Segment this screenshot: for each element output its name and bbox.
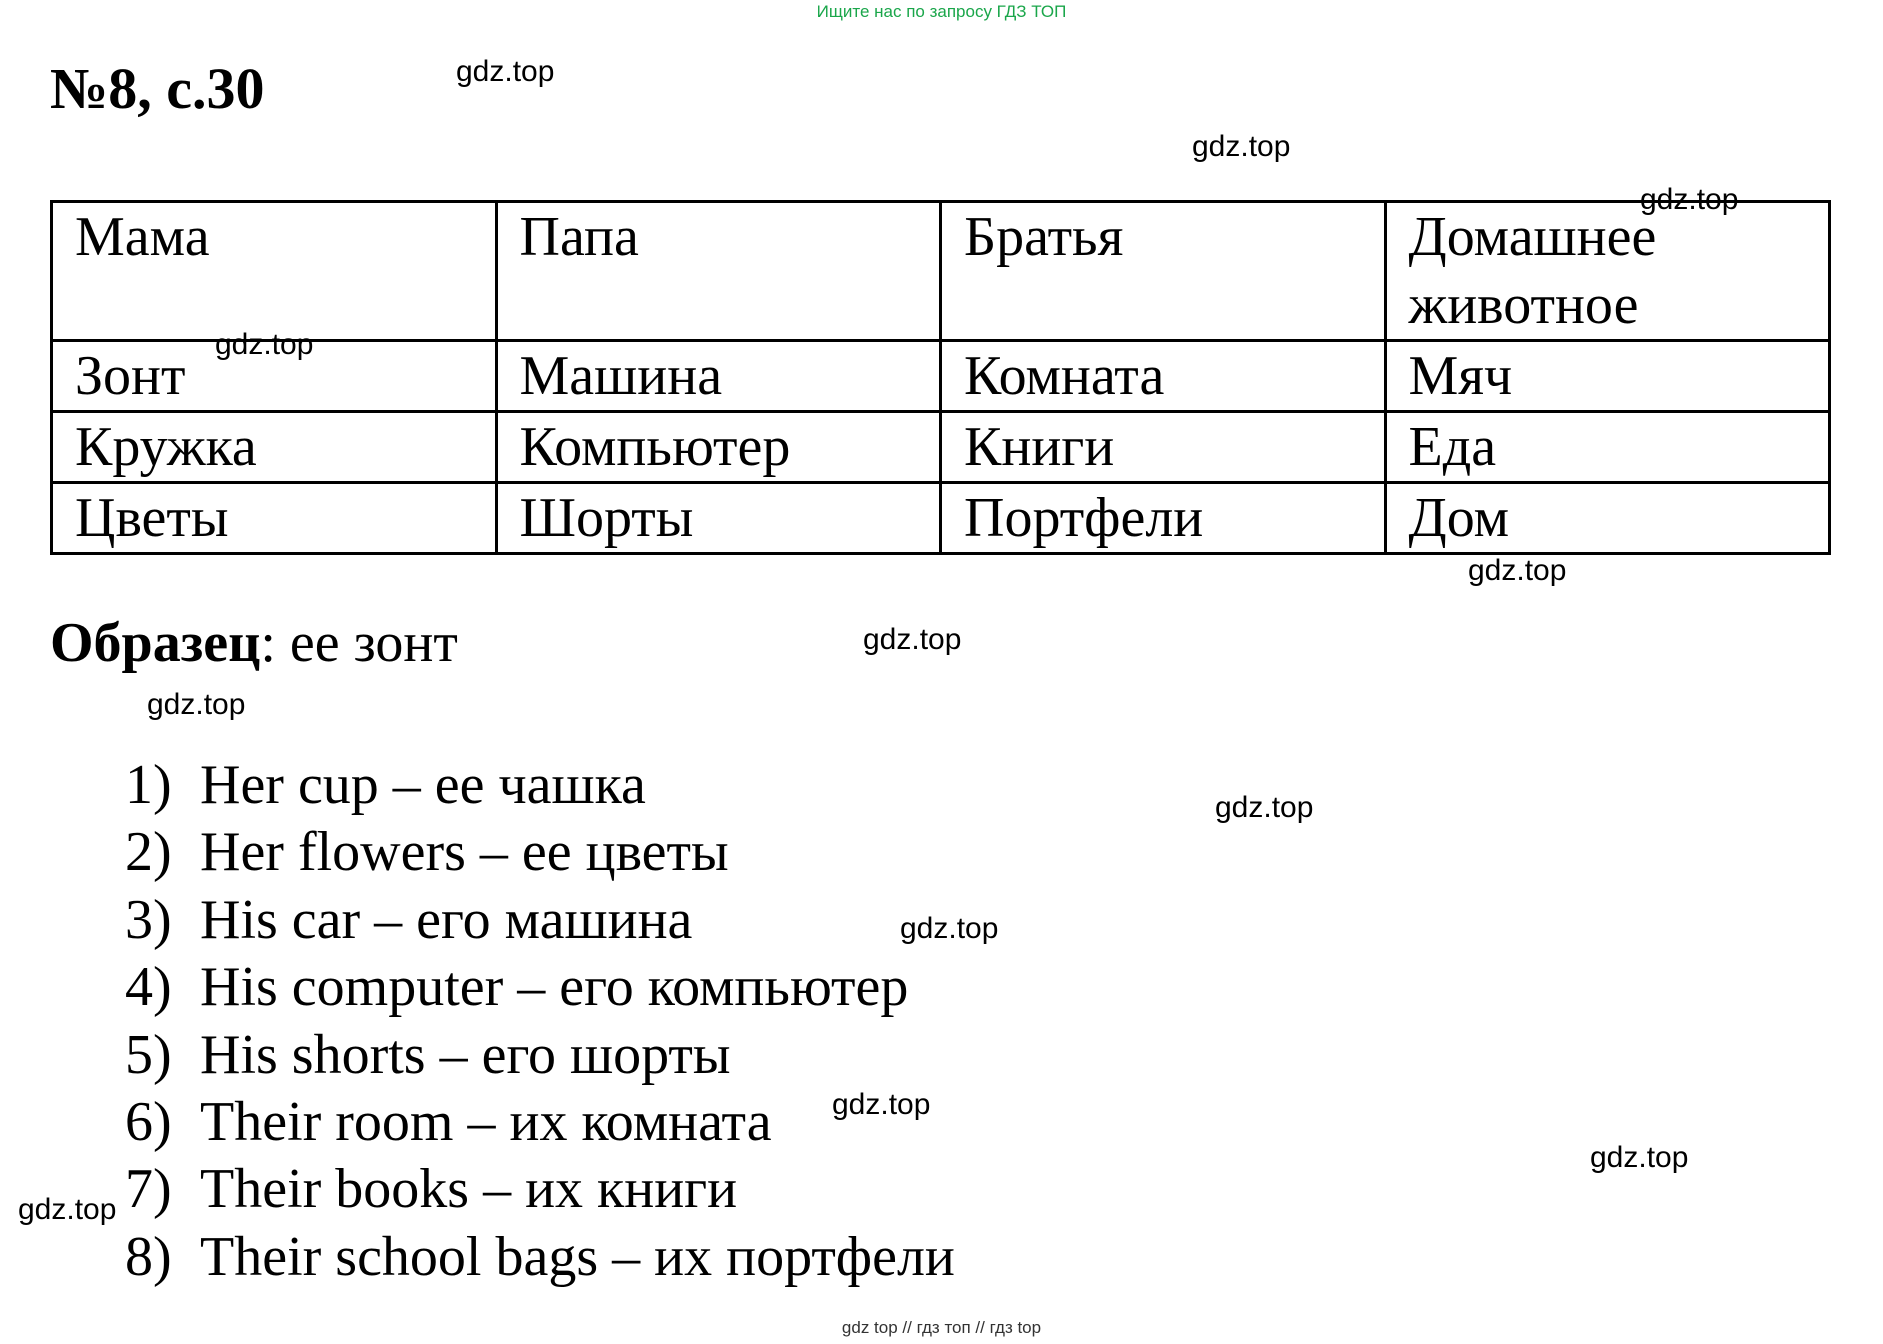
watermark: gdz.top xyxy=(456,55,555,88)
item-text: Their school bags – их портфели xyxy=(200,1225,955,1288)
watermark: gdz.top xyxy=(1640,183,1739,216)
item-text: His shorts – его шорты xyxy=(200,1023,731,1086)
watermark: gdz.top xyxy=(832,1088,931,1121)
top-banner[interactable]: Ищите нас по запросу ГДЗ ТОП xyxy=(816,2,1067,21)
item-number: 1) xyxy=(125,754,172,816)
table-cell: Книги xyxy=(941,412,1386,483)
table-cell: Кружка xyxy=(52,412,497,483)
item-number: 6) xyxy=(125,1091,172,1154)
list-item xyxy=(125,954,955,1021)
table-header-row xyxy=(52,202,1830,341)
sample-text: : ее зонт xyxy=(260,612,458,674)
watermark: gdz.top xyxy=(900,912,999,945)
item-number: 4) xyxy=(125,956,172,1019)
sample-line xyxy=(50,612,458,674)
item-text: Their books – их книги xyxy=(200,1158,738,1221)
list-item xyxy=(125,1156,955,1223)
family-items-table xyxy=(50,200,1831,555)
header-cell-pet: Домашнее животное xyxy=(1385,202,1830,341)
watermark: gdz.top xyxy=(1215,791,1314,824)
list-item xyxy=(125,1022,955,1089)
watermark: gdz.top xyxy=(1192,130,1291,163)
watermark: gdz.top xyxy=(215,328,314,361)
watermark: gdz.top xyxy=(147,688,246,721)
watermark: gdz.top xyxy=(863,623,962,656)
item-text: Her flowers – ее цветы xyxy=(200,821,729,884)
item-number: 8) xyxy=(125,1225,172,1288)
item-number: 7) xyxy=(125,1158,172,1221)
item-text: His computer – его компьютер xyxy=(200,956,909,1019)
table-cell: Компьютер xyxy=(496,412,941,483)
list-item xyxy=(125,819,955,886)
table-cell: Комната xyxy=(941,341,1386,412)
header-cell-dad: Папа xyxy=(496,202,941,341)
answers-list xyxy=(125,752,955,1291)
list-item xyxy=(125,887,955,954)
table-cell: Дом xyxy=(1385,483,1830,554)
table-cell: Еда xyxy=(1385,412,1830,483)
watermark: gdz.top xyxy=(18,1193,117,1226)
item-text: Their room – их комната xyxy=(200,1091,772,1154)
table-cell: Мяч xyxy=(1385,341,1830,412)
item-number: 5) xyxy=(125,1023,172,1086)
header-cell-brothers: Братья xyxy=(941,202,1386,341)
table-row xyxy=(52,412,1830,483)
watermark: gdz.top xyxy=(1590,1141,1689,1174)
table-cell: Шорты xyxy=(496,483,941,554)
item-number: 3) xyxy=(125,888,172,951)
table-cell: Зонт xyxy=(52,341,497,412)
sample-label: Образец xyxy=(50,612,261,674)
list-item xyxy=(125,752,955,819)
bottom-banner[interactable]: gdz top // гдз топ // гдз top xyxy=(841,1318,1042,1337)
item-number: 2) xyxy=(125,821,172,884)
page-title: №8, с.30 xyxy=(50,56,265,121)
header-cell-mom: Мама xyxy=(52,202,497,341)
table-row xyxy=(52,483,1830,554)
watermark: gdz.top xyxy=(1468,554,1567,587)
table-cell: Машина xyxy=(496,341,941,412)
table-cell: Портфели xyxy=(941,483,1386,554)
list-item xyxy=(125,1224,955,1291)
item-text: His car – его машина xyxy=(200,888,693,951)
table-row xyxy=(52,341,1830,412)
list-item xyxy=(125,1089,955,1156)
table-cell: Цветы xyxy=(52,483,497,554)
item-text: Her cup – ее чашка xyxy=(200,754,646,816)
